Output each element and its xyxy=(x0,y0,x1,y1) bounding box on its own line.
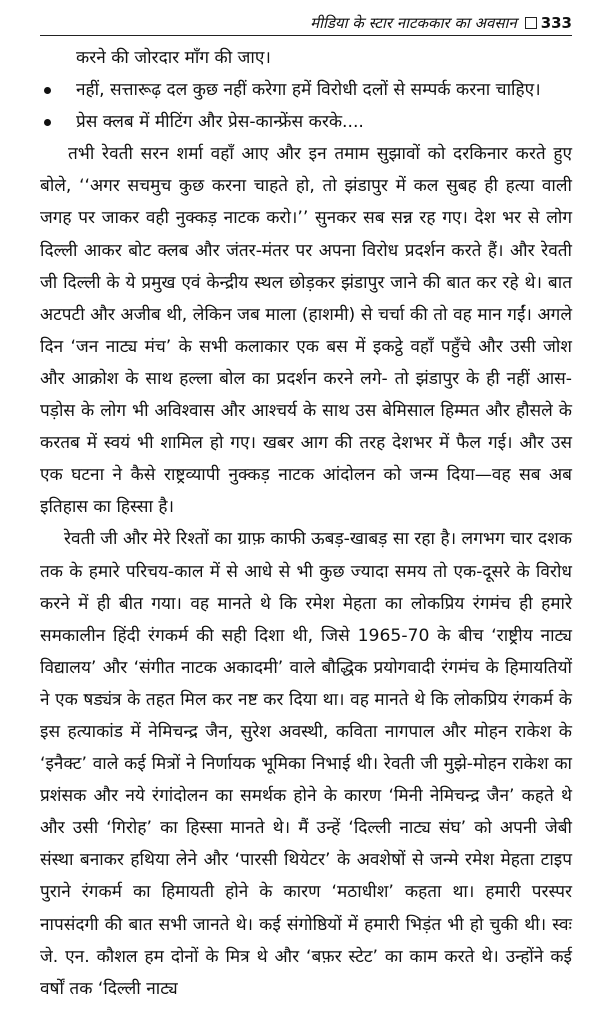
bullet-text: प्रेस क्लब में मीटिंग और प्रेस-कान्फ्रेंस करके.... xyxy=(76,112,364,133)
square-ornament-icon xyxy=(525,17,537,29)
body-text xyxy=(40,42,572,1005)
bullet-list xyxy=(40,74,572,138)
paragraph: रेवती जी और मेरे रिश्तों का ग्राफ़ काफी ऊबड़-खाबड़ सा रहा है। लगभग चार दशक तक के हमारे परिचय-काल में से आधे से भी कुछ ज्यादा समय तो एक-दूसरे के विरोध करने में ही बीत गया। वह मानते थे कि रमेश मेहता का लोकप्रिय रंगमंच ही हमारे समकालीन हिंदी रंगकर्म की सही दिशा थी, जिसे 1965-70 के बीच ‘राष्ट्रीय नाट्य विद्यालय’ और ‘संगीत नाटक अकादमी’ वाले बौद्धिक प्रयोगवादी रंगमंच के हिमायतियों ने एक षड्यंत्र के तहत मिल कर नष्ट कर दिया था। वह मानते थे कि लोकप्रिय रंगकर्म के इस हत्याकांड में नेमिचन्द्र जैन, सुरेश अवस्थी, कविता नागपाल और मोहन राकेश के ‘इनैक्ट’ वाले कई मित्रों ने निर्णायक भूमिका निभाई थी। रेवती जी मुझे-मोहन राकेश का प्रशंसक और नये रंगांदोलन का समर्थक होने के कारण ‘मिनी नेमिचन्द्र जैन’ कहते थे और उसी ‘गिरोह’ का हिस्सा मानते थे। मैं उन्हें ‘दिल्ली नाट्य संघ’ को अपनी जेबी संस्था बनाकर हथिया लेने और ‘पारसी थियेटर’ के अवशेषों से जन्मे रमेश मेहता टाइप पुराने रंगकर्म का हिमायती होने के कारण ‘मठाधीश’ कहता था। हमारी परस्पर नापसंदगी की बात सभी जानते थे। कई संगोष्ठियों में हमारी भिड़ंत भी हो चुकी थी। स्वः जे. एन. कौशल हम दोनों के मित्र थे और ‘बफ़र स्टेट’ का काम करते थे। उन्होंने कई वर्षों तक ‘दिल्ली नाट्य xyxy=(40,529,572,999)
bullet-item xyxy=(40,74,572,106)
continuation-line: करने की जोरदार माँग की जाए। xyxy=(76,48,271,68)
bullet-dot-icon xyxy=(44,87,51,94)
bullet-item xyxy=(40,106,572,138)
page-number: 333 xyxy=(540,13,572,32)
bullet-dot-icon xyxy=(44,119,51,126)
paragraph: तभी रेवती सरन शर्मा वहाँ आए और इन तमाम सुझावों को दरकिनार करते हुए बोले, ‘‘अगर सचमुच कुछ करना चाहते हो, तो झंडापुर में कल सुबह ही हत्या वाली जगह पर जाकर वही नुक्कड़ नाटक करो।’’ सुनकर सब सन्न रह गए। देश भर से लोग दिल्ली आकर बोट क्लब और जंतर-मंतर पर अपना विरोध प्रदर्शन करते हैं। और रेवती जी दिल्ली के ये प्रमुख एवं केन्द्रीय स्थल छोड़कर झंडापुर जाने की बात कर रहे थे। बात अटपटी और अजीब थी, लेकिन जब माला (हाशमी) से चर्चा की तो वह मान गईं। अगले दिन ‘जन नाट्य मंच’ के सभी कलाकार एक बस में इकट्ठे वहाँ पहुँचे और उसी जोश और आक्रोश के साथ हल्ला बोल का प्रदर्शन करने लगे- तो झंडापुर के ही नहीं आस-पड़ोस के लोग भी अविश्वास और आश्चर्य के साथ उस बेमिसाल हिम्मत और हौसले के करतब में स्वयं भी शामिल हो गए। खबर आग की तरह देशभर में फैल गई। और उस एक घटना ने कैसे राष्ट्रव्यापी नुक्कड़ नाटक आंदोलन को जन्म दिया—वह सब अब इतिहास का हिस्सा है। xyxy=(40,144,572,518)
running-header xyxy=(40,0,572,36)
bullet-text: नहीं, सत्तारूढ़ दल कुछ नहीं करेगा हमें विरोधी दलों से सम्पर्क करना चाहिए। xyxy=(76,80,541,101)
chapter-title: मीडिया के स्टार नाटककार का अवसान xyxy=(310,13,517,32)
